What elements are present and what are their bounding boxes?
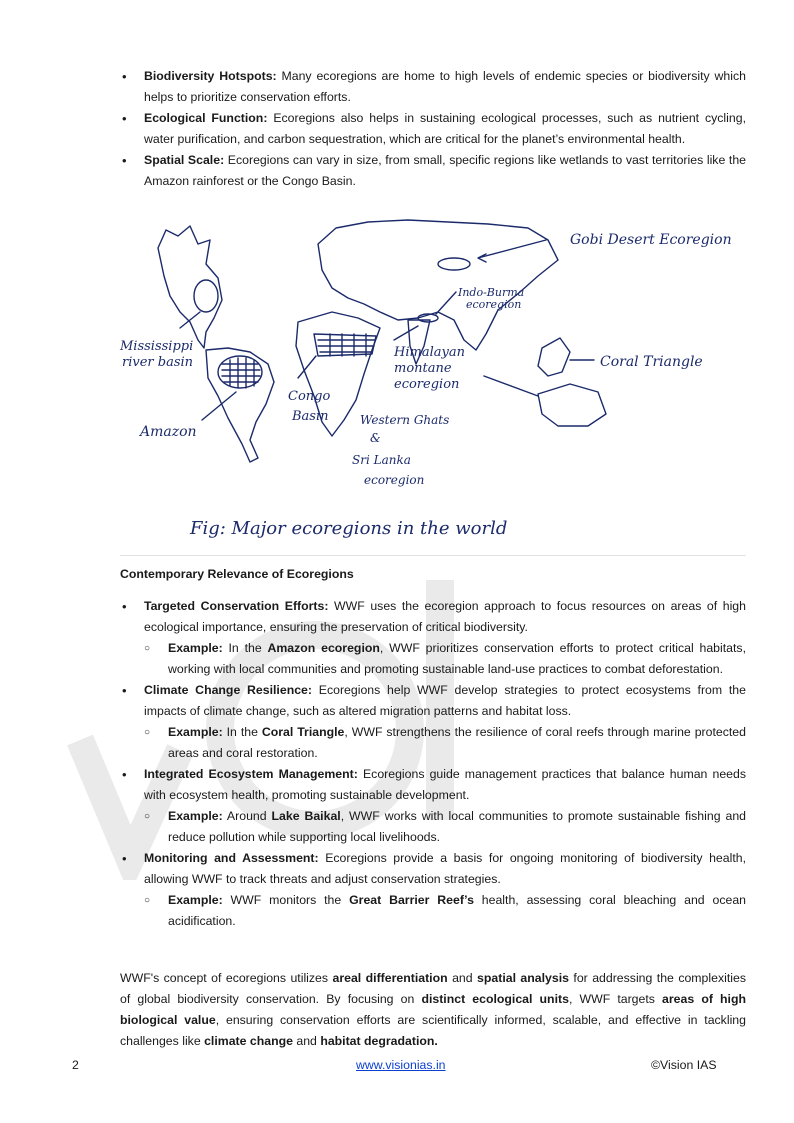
bullet-ecological-function: • Ecological Function: Ecoregions also helps in sustaining ecological processes, such as nutrient cycling, water purification, and carbon sequestration, which are critical for the planet’s environmental health. <box>120 108 746 150</box>
example-lake-baikal: ○ Example: Around Lake Baikal, WWF works with local communities to promote sustainable fishing and reduce pollution while supporting local livelihoods. <box>120 806 746 848</box>
map-label-ghats-4: ecoregion <box>364 473 425 487</box>
map-label-himalayan-2: montane <box>394 361 452 376</box>
map-label-gobi: Gobi Desert Ecoregion <box>570 232 732 248</box>
copyright-notice: ©Vision IAS <box>651 1058 717 1072</box>
map-label-congo-1: Congo <box>288 389 331 404</box>
website-link[interactable]: www.visionias.in <box>356 1058 446 1072</box>
bullet-integrated-management: • Integrated Ecosystem Management: Ecoregions guide management practices that balance human needs with ecosystem health, promoting sustainable development. <box>120 764 746 806</box>
map-label-himalayan-3: ecoregion <box>394 377 460 392</box>
bullet-monitoring-assessment: • Monitoring and Assessment: Ecoregions provide a basis for ongoing monitoring of biodiversity health, allowing WWF to track threats and adjust conservation strategies. <box>120 848 746 890</box>
mississippi-region <box>194 280 218 312</box>
australia-outline <box>538 384 606 426</box>
map-label-mississippi-1: Mississippi <box>120 339 194 354</box>
map-label-coral: Coral Triangle <box>600 354 703 370</box>
himalaya-arrow <box>394 326 418 340</box>
ecoregions-map-figure <box>118 200 746 552</box>
map-label-indo-burma-2: ecoregion <box>466 298 522 311</box>
section-divider <box>120 555 746 556</box>
map-label-ghats-3: Sri Lanka <box>352 453 411 467</box>
map-label-mississippi-2: river basin <box>122 355 194 370</box>
amazon-arrow <box>202 392 236 420</box>
example-coral-triangle: ○ Example: In the Coral Triangle, WWF strengthens the resilience of coral reefs through marine protected areas and coral restoration. <box>120 722 746 764</box>
example-great-barrier-reef: ○ Example: WWF monitors the Great Barrier Reef’s health, assessing coral bleaching and ocean acidification. <box>120 890 746 932</box>
map-label-himalayan-1: Himalayan <box>394 345 465 360</box>
section-heading: Contemporary Relevance of Ecoregions <box>120 567 354 581</box>
bullet-targeted-conservation: • Targeted Conservation Efforts: WWF uses the ecoregion approach to focus resources on areas of high ecological importance, ensuring the preservation of critical biodiversity. <box>120 596 746 638</box>
coral-arrow <box>484 360 594 396</box>
amazon-region <box>218 356 262 388</box>
map-label-ghats-2: & <box>370 431 381 445</box>
bullet-biodiversity-hotspots: • Biodiversity Hotspots: Many ecoregions are home to high levels of endemic species or biodiversity which helps to prioritize conservation efforts. <box>120 66 746 108</box>
north-america-outline <box>158 226 222 348</box>
summary-paragraph: WWF's concept of ecoregions utilizes areal differentiation and spatial analysis for addressing the complexities of global biodiversity conservation. By focusing on distinct ecological units, WWF targets areas of high biological value, ensuring conservation efforts are scientifically informed, scalable, and effective in tackling challenges like climate change and habitat degradation. <box>120 971 746 1049</box>
relevance-list <box>120 596 746 932</box>
indo-burma-arrow <box>436 292 456 314</box>
eurasia-outline <box>318 220 558 350</box>
map-label-congo-2: Basin <box>292 409 329 424</box>
gobi-region <box>438 258 470 270</box>
gobi-arrow <box>478 240 546 262</box>
congo-basin-region <box>314 334 376 356</box>
bullet-climate-resilience: • Climate Change Resilience: Ecoregions help WWF develop strategies to protect ecosystems from the impacts of climate change, such as altered migration patterns and habitat loss. <box>120 680 746 722</box>
map-label-amazon: Amazon <box>140 424 197 440</box>
map-label-ghats-1: Western Ghats <box>360 413 450 427</box>
page-number: 2 <box>72 1058 79 1072</box>
coral-triangle-region <box>538 338 570 376</box>
map-label-indo-burma-1: Indo-Burma <box>458 286 525 299</box>
example-amazon: ○ Example: In the Amazon ecoregion, WWF prioritizes conservation efforts to protect critical habitats, working with local communities and promoting sustainable land-use practices to combat deforestation. <box>120 638 746 680</box>
bullet-spatial-scale: • Spatial Scale: Ecoregions can vary in size, from small, specific regions like wetlands to vast territories like the Amazon rainforest or the Congo Basin. <box>120 150 746 192</box>
figure-caption: Fig: Major ecoregions in the world <box>190 518 508 539</box>
top-bullet-list <box>120 66 746 192</box>
south-america-outline <box>206 348 274 462</box>
world-map-sketch <box>118 200 746 552</box>
